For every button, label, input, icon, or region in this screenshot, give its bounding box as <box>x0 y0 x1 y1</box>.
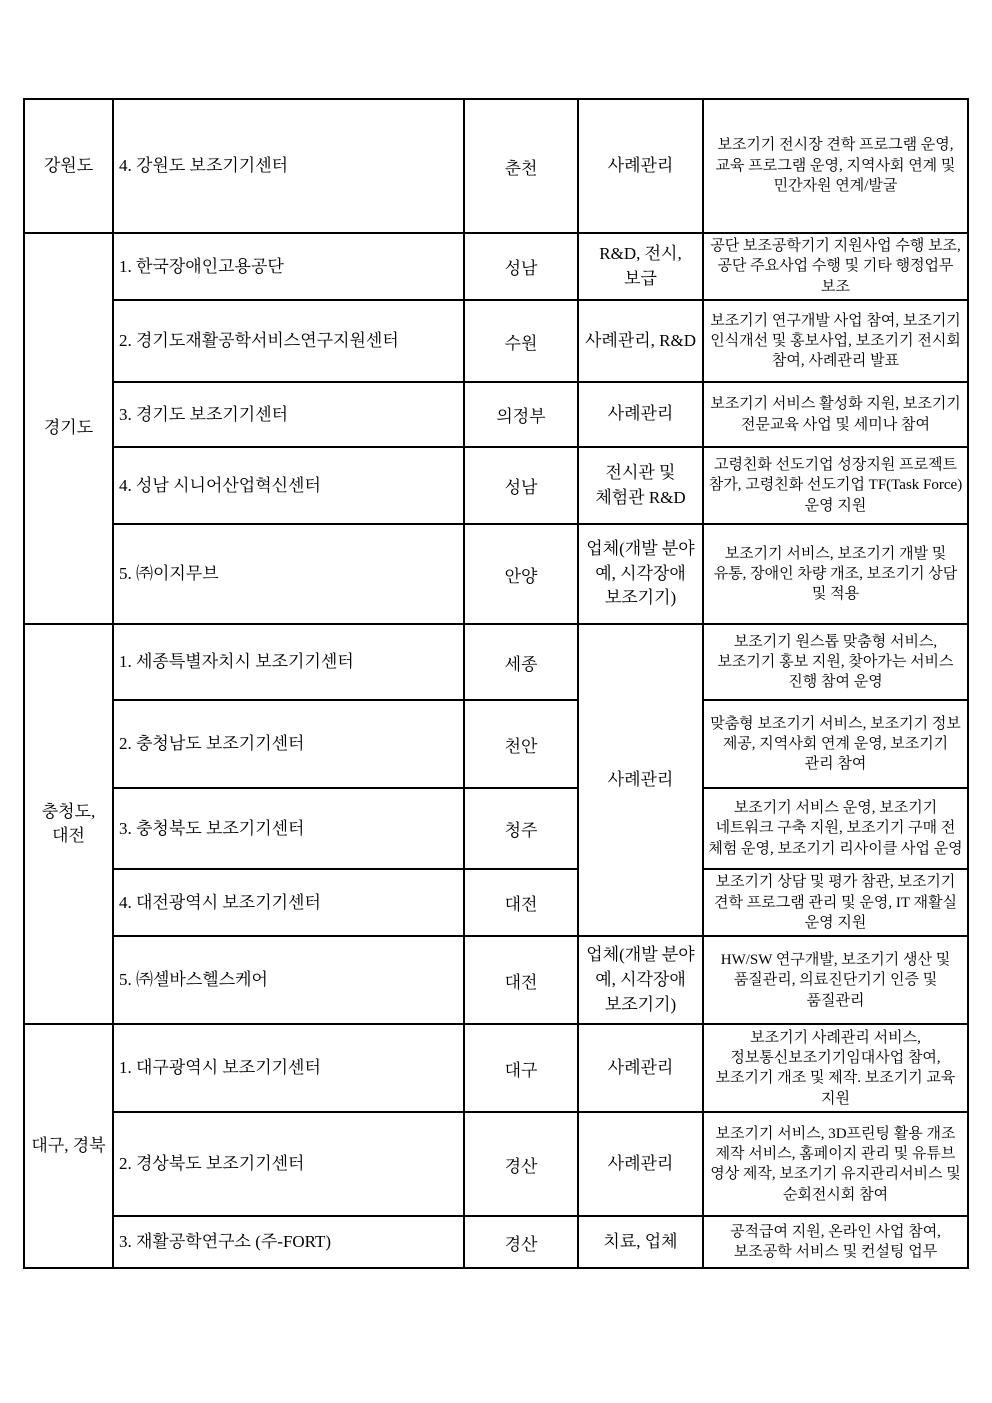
city-cell: 안양 <box>464 524 578 624</box>
org-name-cell: 1. 세종특별자치시 보조기기센터 <box>113 624 464 700</box>
category-cell: 사례관리 <box>578 382 703 447</box>
description-cell: 보조기기 사례관리 서비스, 정보통신보조기기임대사업 참여, 보조기기 개조 및 제작. 보조기기 교육 지원 <box>703 1024 968 1112</box>
category-cell: R&D, 전시, 보급 <box>578 233 703 300</box>
region-cell: 강원도 <box>24 99 113 233</box>
description-cell: HW/SW 연구개발, 보조기기 생산 및 품질관리, 의료진단기기 인증 및 품질관리 <box>703 936 968 1024</box>
description-cell: 보조기기 서비스 활성화 지원, 보조기기 전문교육 사업 및 세미나 참여 <box>703 382 968 447</box>
description-cell: 보조기기 원스톱 맞춤형 서비스, 보조기기 홍보 지원, 찾아가는 서비스 진행 참여 운영 <box>703 624 968 700</box>
category-cell: 전시관 및 체험관 R&D <box>578 447 703 524</box>
city-cell: 세종 <box>464 624 578 700</box>
description-cell: 고령친화 선도기업 성장지원 프로젝트 참가, 고령친화 선도기업 TF(Task Force)운영 지원 <box>703 447 968 524</box>
category-cell: 사례관리 <box>578 1112 703 1216</box>
table-row <box>24 447 968 524</box>
description-cell: 맞춤형 보조기기 서비스, 보조기기 정보 제공, 지역사회 연계 운영, 보조기기 관리 참여 <box>703 700 968 788</box>
table-row <box>24 99 968 233</box>
org-name-cell: 5. ㈜이지무브 <box>113 524 464 624</box>
category-cell: 사례관리, R&D <box>578 300 703 382</box>
table-row <box>24 524 968 624</box>
city-cell: 청주 <box>464 788 578 869</box>
city-cell: 성남 <box>464 447 578 524</box>
city-cell: 경산 <box>464 1112 578 1216</box>
category-cell: 업체(개발 분야 예, 시각장애 보조기기) <box>578 524 703 624</box>
category-cell: 사례관리 <box>578 99 703 233</box>
table-row <box>24 1112 968 1216</box>
description-cell: 보조기기 연구개발 사업 참여, 보조기기 인식개선 및 홍보사업, 보조기기 전시회 참여, 사례관리 발표 <box>703 300 968 382</box>
assistive-device-centers-table <box>23 98 969 1269</box>
category-cell-merged: 사례관리 <box>578 624 703 936</box>
org-name-cell: 4. 강원도 보조기기센터 <box>113 99 464 233</box>
category-cell: 사례관리 <box>578 1024 703 1112</box>
org-name-cell: 3. 재활공학연구소 (주-FORT) <box>113 1216 464 1268</box>
description-cell: 공적급여 지원, 온라인 사업 참여, 보조공학 서비스 및 컨설팅 업무 <box>703 1216 968 1268</box>
org-name-cell: 2. 경상북도 보조기기센터 <box>113 1112 464 1216</box>
region-cell: 충청도, 대전 <box>24 624 113 1024</box>
city-cell: 대전 <box>464 869 578 936</box>
table-row <box>24 233 968 300</box>
region-cell: 경기도 <box>24 233 113 624</box>
city-cell: 경산 <box>464 1216 578 1268</box>
city-cell: 대전 <box>464 936 578 1024</box>
table-row <box>24 300 968 382</box>
description-cell: 보조기기 전시장 견학 프로그램 운영, 교육 프로그램 운영, 지역사회 연계 및 민간자원 연계/발굴 <box>703 99 968 233</box>
category-cell: 치료, 업체 <box>578 1216 703 1268</box>
table-row <box>24 788 968 869</box>
org-name-cell: 4. 성남 시니어산업혁신센터 <box>113 447 464 524</box>
description-cell: 보조기기 상담 및 평가 참관, 보조기기 견학 프로그램 관리 및 운영, IT 재활실 운영 지원 <box>703 869 968 936</box>
description-cell: 보조기기 서비스 운영, 보조기기 네트워크 구축 지원, 보조기기 구매 전 체험 운영, 보조기기 리사이클 사업 운영 <box>703 788 968 869</box>
table-row <box>24 700 968 788</box>
city-cell: 대구 <box>464 1024 578 1112</box>
region-cell: 대구, 경북 <box>24 1024 113 1268</box>
table-row <box>24 1024 968 1112</box>
org-name-cell: 3. 경기도 보조기기센터 <box>113 382 464 447</box>
org-name-cell: 5. ㈜셀바스헬스케어 <box>113 936 464 1024</box>
table-row <box>24 869 968 936</box>
city-cell: 의정부 <box>464 382 578 447</box>
category-cell: 업체(개발 분야 예, 시각장애 보조기기) <box>578 936 703 1024</box>
org-name-cell: 3. 충청북도 보조기기센터 <box>113 788 464 869</box>
table-row <box>24 624 968 700</box>
table-row <box>24 1216 968 1268</box>
description-cell: 보조기기 서비스, 3D프린팅 활용 개조 제작 서비스, 홈페이지 관리 및 유튜브 영상 제작, 보조기기 유지관리서비스 및 순회전시회 참여 <box>703 1112 968 1216</box>
description-cell: 공단 보조공학기기 지원사업 수행 보조, 공단 주요사업 수행 및 기타 행정업무 보조 <box>703 233 968 300</box>
table-row <box>24 936 968 1024</box>
org-name-cell: 1. 한국장애인고용공단 <box>113 233 464 300</box>
city-cell: 춘천 <box>464 99 578 233</box>
city-cell: 천안 <box>464 700 578 788</box>
org-name-cell: 2. 경기도재활공학서비스연구지원센터 <box>113 300 464 382</box>
org-name-cell: 2. 충청남도 보조기기센터 <box>113 700 464 788</box>
description-cell: 보조기기 서비스, 보조기기 개발 및 유통, 장애인 차량 개조, 보조기기 상담 및 적용 <box>703 524 968 624</box>
city-cell: 수원 <box>464 300 578 382</box>
org-name-cell: 4. 대전광역시 보조기기센터 <box>113 869 464 936</box>
table-row <box>24 382 968 447</box>
org-name-cell: 1. 대구광역시 보조기기센터 <box>113 1024 464 1112</box>
city-cell: 성남 <box>464 233 578 300</box>
